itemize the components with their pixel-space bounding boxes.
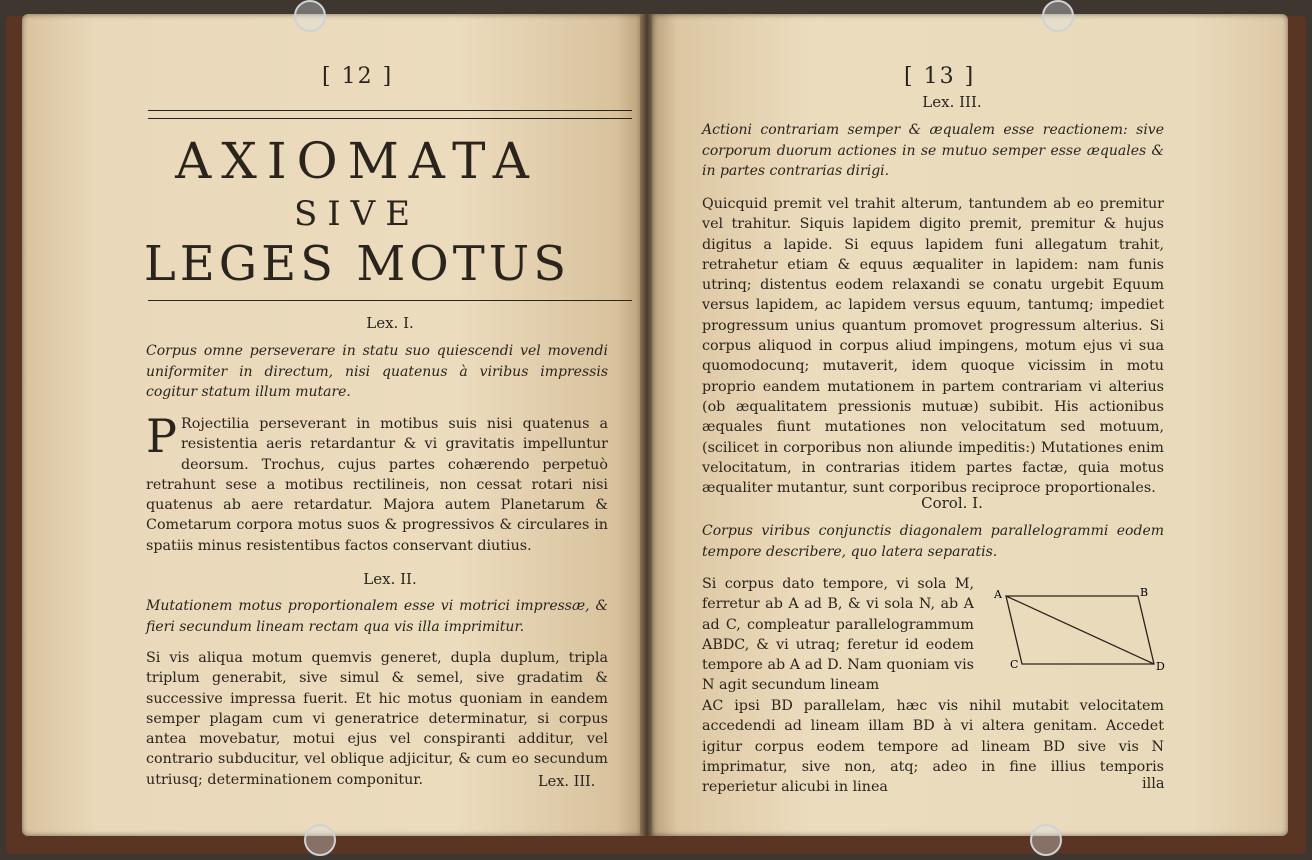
- header-rule: [148, 118, 632, 119]
- page-clip: [1042, 0, 1074, 32]
- parallelogram-figure: [984, 580, 1174, 678]
- label-c: C: [1010, 658, 1019, 671]
- page-clip: [1030, 824, 1062, 856]
- catchword: illa: [1142, 776, 1165, 792]
- lex3-text: Quicquid premit vel trahit alterum, tantundem ab eo premitur vel trahitur. Siquis lapidem digito premit, premitur & hujus digitus a lapide. Si equus lapidem funi allegatum trahit, retrahetur etiam & equus æqualiter in lapidem: nam funis utrinq; distentus eodem relaxandi se conatu urgebit Equum versus lapidem, ac lapidem versus equum, tantumq; impediet progressum unius quantum promovet progressum alterius. Si corpus aliquod in corpus aliud impingens, motum ejus vi sua quomodocunq; mutaverit, idem quoque vicissim in motu proprio eandem mutationem in partem contrariam vi alterius (ob æqualitatem pressionis mutuæ) subibit. His actionibus æquales fiunt mutationes non velocitatum sed motuum, (scilicet in corporibus non aliunde impeditis:) Mutationes enim velocitatum, in contrarias itidem partes factæ, quia motus æqualiter mutantur, sunt corporibus reciproce proportionales.: [702, 196, 1164, 497]
- page-clip: [294, 0, 326, 32]
- label-a: A: [994, 588, 1002, 601]
- header-rule: [148, 110, 632, 111]
- catchword: Lex. III.: [538, 774, 596, 790]
- title-leges-motus: LEGES MOTUS: [143, 236, 571, 292]
- lex1-paragraph: [146, 409, 608, 556]
- corol-statement: Corpus viribus conjunctis diagonalem parallelogrammi eodem tempore describere, quo latera separatis.: [702, 523, 1164, 560]
- diagonal: [1006, 596, 1154, 664]
- right-page: [652, 14, 1288, 836]
- left-page: [22, 14, 642, 836]
- page-number: [ 13 ]: [904, 64, 976, 89]
- lex3-heading: Lex. III.: [922, 93, 982, 111]
- lex3-statement: Actioni contrariam semper & æqualem esse reactionem: sive corporum duorum actiones in se mutuo semper esse æquales & in partes contrarias dirigi.: [702, 122, 1164, 179]
- title-axiomata: AXIOMATA: [175, 132, 539, 190]
- title-sive: SIVE: [293, 194, 421, 234]
- lex1-text: Rojectilia perseverant in motibus suis nisi quatenus a resistentia aeris retardantur & vi gravitatis impelluntur deorsum. Trochus, cujus partes cohærendo perpetuò retrahunt sese a motibus rectilineis, non cessat rotari nisi quatenus ab aere retardatur. Majora autem Planetarum & Cometarum corpora motus suos & progressivos & circulares in spatiis minus resistentibus factos conservant diutius.: [146, 416, 608, 554]
- corol-text-part2: AC ipsi BD parallelam, hæc vis nihil mutabit velocitatem accedendi ad lineam illam BD à vi altera genitam. Accedet igitur corpus eodem tempore ad lineam BD sive vis N imprimatur, sive non, atq; adeo in fine illius temporis reperietur alicubi in linea: [702, 698, 1164, 796]
- label-d: D: [1156, 660, 1165, 673]
- corol-text-part1: Si corpus dato tempore, vi sola M, ferretur ab A ad B, & vi sola N, ab A ad C, compleatur parallelogrammum ABDC, & vi utraq; feretur id eodem tempore ab A ad D. Nam quoniam vis N agit secundum lineam: [702, 576, 974, 694]
- drop-cap: P: [146, 409, 177, 463]
- label-b: B: [1140, 586, 1149, 599]
- lex2-statement: Mutationem motus proportionalem esse vi motrici impressæ, & fieri secundum lineam rectam qua vis illa imprimitur.: [146, 598, 608, 635]
- lex1-heading: Lex. I.: [366, 314, 414, 332]
- lex1-statement: Corpus omne perseverare in statu suo quiescendi vel movendi uniformiter in directum, nisi quatenus à viribus impressis cogitur statum illum mutare.: [146, 343, 608, 400]
- lex2-text: Si vis aliqua motum quemvis generet, dupla duplum, tripla triplum generabit, sive simul & semel, sive gradatim & successive impressa fuerit. Et hic motus quoniam in eandem semper plagam cum vi generatrice determinatur, si corpus antea movebatur, motui ejus vel conspiranti additur, vel contrario subducitur, vel oblique adjicitur, & cum eo secundum utriusq; determinationem componitur.: [146, 650, 608, 788]
- corol-heading: Corol. I.: [921, 494, 983, 512]
- lex2-heading: Lex. II.: [363, 570, 417, 588]
- page-number: [ 12 ]: [322, 64, 394, 89]
- title-rule: [148, 300, 632, 301]
- page-clip: [304, 824, 336, 856]
